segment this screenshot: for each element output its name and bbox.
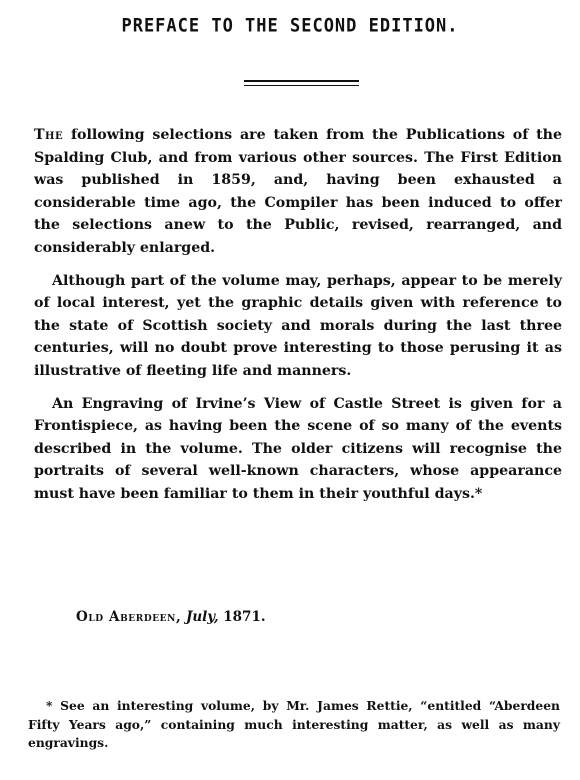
signature-year: 1871.	[223, 609, 266, 625]
preface-body	[34, 124, 562, 516]
signature-place: Old Aberdeen,	[76, 609, 182, 625]
paragraph-2: Although part of the volume may, perhaps, appear to be merely of local interest, yet the graphic details given with reference to the state of Scottish society and morals during the last three centuries, will no doubt prove interesting to those perusing it as illustrative of fleeting life and manners.	[34, 272, 562, 379]
signature-line	[76, 609, 266, 625]
footnote: * See an interesting volume, by Mr. James Rettie, “entitled “Aberdeen Fifty Years ago,” containing much interesting matter, as well as many engravings.	[28, 698, 560, 750]
paragraph-3: An Engraving of Irvine’s View of Castle Street is given for a Frontispiece, as having been the scene of so many of the events described in the volume. The older citizens will recognise the portraits of several well-known characters, whose appearance must have been familiar to them in their youthful days.*	[34, 395, 562, 502]
title-rule-thick	[244, 80, 359, 82]
paragraph-1-text: following selections are taken from the Publications of the Spalding Club, and from various other sources. The First Edition was published in 1859, and, having been exhausted a considerable time ago, the Compiler has been induced to offer the selections anew to the Public, revised, rearranged, and considerably enlarged.	[34, 127, 562, 256]
paragraph-1-lead: The	[34, 127, 64, 143]
page-title: PREFACE TO THE SECOND EDITION.	[121, 15, 459, 37]
title-rule-thin	[244, 85, 359, 86]
signature-month: July,	[185, 609, 219, 625]
paragraph-1	[34, 124, 562, 260]
